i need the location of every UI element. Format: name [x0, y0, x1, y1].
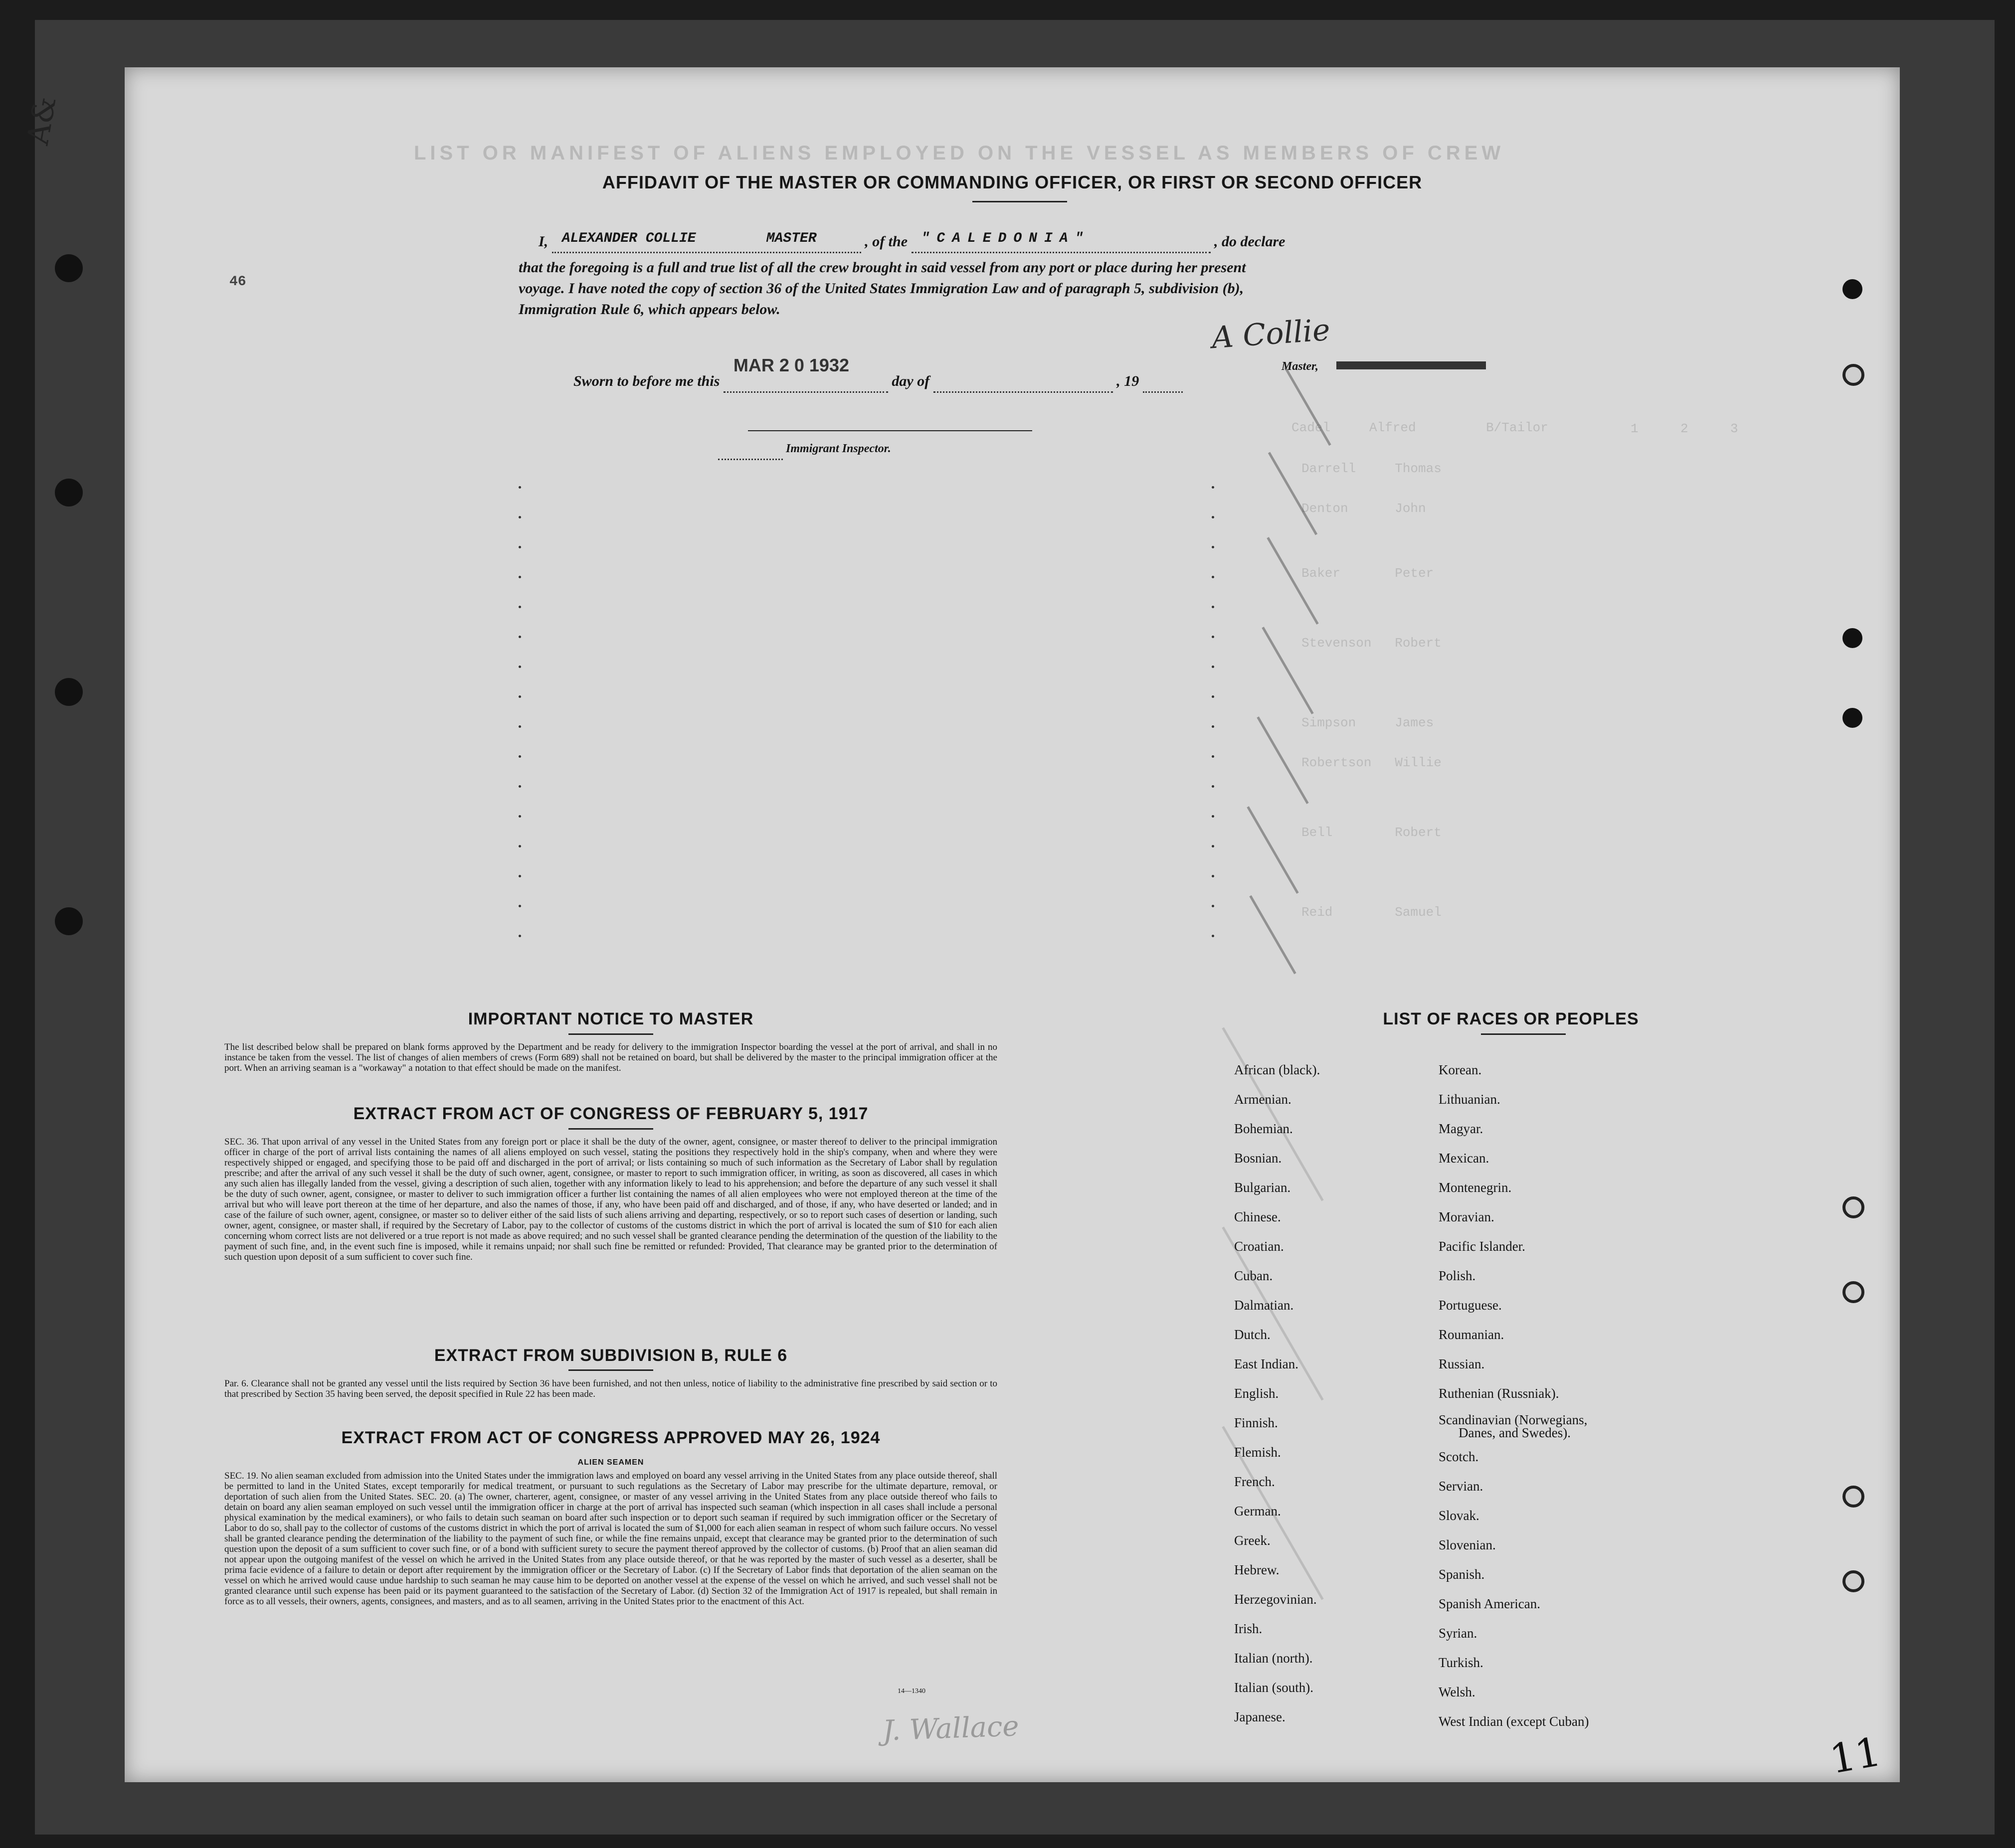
struck-out-text	[1336, 361, 1486, 369]
race-item: Roumanian.	[1439, 1327, 1504, 1342]
notice-rule	[568, 1033, 653, 1035]
inspector-field	[718, 439, 783, 460]
race-item: Moravian.	[1439, 1209, 1494, 1224]
sworn-date-stamp: MAR 2 0 1932	[733, 355, 849, 375]
race-item: East Indian.	[1234, 1356, 1298, 1371]
race-item: German.	[1234, 1504, 1281, 1518]
race-item: Bulgarian.	[1234, 1180, 1291, 1195]
bleed-through-row: Simpson James	[1301, 715, 1434, 730]
race-item: Italian (north).	[1234, 1651, 1313, 1666]
binder-hole	[1842, 364, 1864, 386]
race-item: Japanese.	[1234, 1709, 1285, 1724]
column-dot	[1212, 725, 1214, 728]
page-mark: 46	[229, 274, 246, 290]
punch-hole	[55, 678, 83, 706]
column-dot	[519, 935, 521, 937]
race-item: Herzegovinian.	[1234, 1592, 1317, 1607]
column-dot	[1212, 636, 1214, 638]
race-item: English.	[1234, 1386, 1279, 1401]
master-name-field	[552, 232, 861, 253]
column-dot	[519, 815, 521, 818]
hatch-mark	[1267, 537, 1318, 625]
bleed-through-title: LIST OR MANIFEST OF ALIENS EMPLOYED ON THE VESSEL AS MEMBERS OF CREW	[414, 142, 1505, 164]
master-label: Master,	[1282, 360, 1319, 373]
race-item: Bohemian.	[1234, 1121, 1293, 1136]
affidavit-line-1	[539, 232, 1586, 253]
race-item: Slovenian.	[1439, 1537, 1496, 1552]
race-item: Pacific Islander.	[1439, 1239, 1525, 1254]
column-dot	[519, 486, 521, 489]
race-item: Dutch.	[1234, 1327, 1271, 1342]
column-dot	[1212, 935, 1214, 937]
bleed-through-row: Stevenson Robert	[1301, 636, 1442, 651]
column-dot	[1212, 546, 1214, 548]
affidavit-title: AFFIDAVIT OF THE MASTER OR COMMANDING OFFICER, OR FIRST OR SECOND OFFICER	[602, 172, 1423, 192]
bleed-through-row: Baker Peter	[1301, 566, 1434, 581]
bleed-through-number: 1	[1631, 421, 1639, 436]
race-item: Spanish American.	[1439, 1596, 1540, 1611]
faint-signature-stamp: J. Wallace	[882, 1710, 1020, 1747]
column-dot	[1212, 486, 1214, 489]
race-item: Syrian.	[1439, 1626, 1477, 1641]
bleed-through-row: Robertson Willie	[1301, 755, 1442, 770]
form-number: 14—1340	[898, 1687, 925, 1695]
races-heading: LIST OF RACES OR PEOPLES	[1383, 1009, 1639, 1028]
extract-1917-heading: EXTRACT FROM ACT OF CONGRESS OF FEBRUARY 5, 1917	[353, 1104, 869, 1123]
column-dot	[1212, 606, 1214, 608]
race-item: Dalmatian.	[1234, 1298, 1294, 1313]
year-label: , 19	[1116, 373, 1139, 389]
corner-handwritten-mark: 11	[1826, 1728, 1885, 1783]
affidavit-line-2: that the foregoing is a full and true list of all the crew brought in said vessel from any port or place during her present	[519, 259, 1246, 276]
column-dot	[1212, 755, 1214, 758]
race-item: Croatian.	[1234, 1239, 1284, 1254]
column-dot	[519, 785, 521, 788]
title-rule	[972, 201, 1067, 202]
binder-hole	[1842, 279, 1862, 299]
races-rule	[1481, 1033, 1566, 1035]
column-dot	[519, 636, 521, 638]
hatch-mark	[1247, 806, 1298, 894]
inspector-line	[718, 439, 891, 460]
race-item: Chinese.	[1234, 1209, 1281, 1224]
race-item: Lithuanian.	[1439, 1092, 1500, 1107]
race-item: Servian.	[1439, 1479, 1483, 1494]
race-item: Scandinavian (Norwegians,	[1439, 1412, 1588, 1427]
binder-hole	[1842, 628, 1862, 648]
vessel-name: "CALEDONIA"	[921, 231, 1091, 246]
column-dot	[1212, 815, 1214, 818]
column-dot	[1212, 516, 1214, 518]
race-item: Italian (south).	[1234, 1680, 1313, 1695]
affidavit-i: I,	[539, 233, 549, 250]
master-signature: A Collie	[1210, 312, 1331, 356]
affidavit-line-4: Immigration Rule 6, which appears below.	[519, 301, 780, 318]
inspector-label: Immigrant Inspector.	[786, 442, 891, 455]
race-item: Scotch.	[1439, 1449, 1479, 1464]
column-dot	[519, 695, 521, 698]
column-dot	[519, 606, 521, 608]
race-item: Portuguese.	[1439, 1298, 1502, 1313]
race-item: Mexican.	[1439, 1151, 1489, 1166]
of-the-label: , of the	[865, 233, 908, 250]
race-item: French.	[1234, 1474, 1275, 1489]
extract-rule6-rule	[568, 1369, 653, 1371]
bleed-through-number: 2	[1680, 421, 1688, 436]
race-item: Irish.	[1234, 1621, 1263, 1636]
race-item: African (black).	[1234, 1062, 1320, 1077]
race-item: Magyar.	[1439, 1121, 1483, 1136]
column-dot	[1212, 845, 1214, 847]
race-item: West Indian (except Cuban)	[1439, 1714, 1589, 1729]
extract-rule6-body: Par. 6. Clearance shall not be granted any vessel until the lists required by Section 36 have been furnished, and not then unless, notice of liability to the administrative fine prescribed by said section or to that prescribed by Section 35 having been served, the deposit specified in Rule 22 has been made.	[224, 1378, 997, 1399]
master-rank: MASTER	[766, 231, 817, 246]
column-dot	[519, 845, 521, 847]
column-dot	[519, 875, 521, 877]
race-item: Russian.	[1439, 1356, 1485, 1371]
punch-hole	[55, 254, 83, 282]
race-item: Polish.	[1439, 1268, 1476, 1283]
month-field	[933, 371, 1113, 393]
column-dot	[519, 546, 521, 548]
do-declare-label: , do declare	[1214, 233, 1285, 250]
extract-1924-body: SEC. 19. No alien seaman excluded from admission into the United States under the immigration laws and employed on board any vessel arriving in the United States from any place outside thereof, shall be permitted to land in the United States, except temporarily for medical treatment, or pursuant to such regulations as the Secretary of Labor may prescribe for the ultimate departure, removal, or deportation of such alien from the United States. SEC. 20. (a) The owner, charterer, agent, consignee, or master of any vessel arriving in the United States from any place outside thereof who fails to detain on board any alien seaman employed on such vessel until the immigration officer in charge at the port of arrival has inspected such seaman (which inspection in all cases shall include a personal physical examination by the medical examiners), or who fails to detain such seaman on board after such inspection or to deport such seaman if required by such immigration officer or the Secretary of Labor to do so, shall pay to the collector of customs of the customs district in which the port of arrival is located the sum of $1,000 for each alien seaman in respect of whom such failure occurs. No vessel shall be granted clearance pending the determination of the liability to the payment of such fine, or while the fine remains unpaid, except that clearance may be granted prior to the determination of such question upon the deposit of a sum sufficient to cover such fine, or of a bond with sufficient surety to secure the payment thereof approved by the collector of customs. (b) Proof that an alien seaman did not appear upon the outgoing manifest of the vessel on which he arrived in the United States from any place outside thereof, or that he was reported by the master of such vessel as a deserter, shall be prima facie evidence of a failure to detain or deport after requirement by the immigration officer or the Secretary of Labor. (c) If the Secretary of Labor finds that deportation of the alien seaman on the vessel on which he arrived would cause undue hardship to such seaman he may cause him to be deported on another vessel at the expense of the vessel on which he arrived, and such vessel shall not be granted clearance until such expense has been paid or its payment guaranteed to the satisfaction of the Secretary of Labor. (d) Section 32 of the Immigration Act of 1917 is repealed, but shall remain in force as to all vessels, their owners, agents, consignees, and masters, and as to all seamen, arriving in the United States prior to the enactment of this Act.	[224, 1471, 997, 1607]
notice-body: The list described below shall be prepared on blank forms approved by the Department and be ready for delivery to the immigration Inspector boarding the vessel at the port of arrival, and shall in no instance be taken from the vessel. The list of changes of alien members of crews (Form 689) shall not be retained on board, but shall be delivered by the master to the principal immigration officer at the port. When an arriving seaman is a "workaway" a notation to that effect should be made on the manifest.	[224, 1042, 997, 1073]
race-item: Slovak.	[1439, 1508, 1479, 1523]
race-item: Spanish.	[1439, 1567, 1485, 1582]
extract-1917-rule	[568, 1128, 653, 1130]
column-dot	[519, 576, 521, 578]
notice-heading: IMPORTANT NOTICE TO MASTER	[468, 1009, 754, 1028]
extract-1924-subheading: ALIEN SEAMEN	[577, 1458, 644, 1467]
race-item: Finnish.	[1234, 1415, 1278, 1430]
races-left-list	[1234, 1055, 1444, 1732]
extract-1924-heading: EXTRACT FROM ACT OF CONGRESS APPROVED MAY 26, 1924	[341, 1428, 881, 1447]
bleed-through-row: Bell Robert	[1301, 825, 1442, 840]
column-dot	[1212, 695, 1214, 698]
race-item: Greek.	[1234, 1533, 1271, 1548]
sworn-label: Sworn to before me this	[573, 373, 720, 389]
column-dot	[519, 666, 521, 668]
bleed-through-row: Darrell Thomas	[1301, 461, 1442, 476]
binder-hole	[1842, 1486, 1864, 1508]
race-item: Welsh.	[1439, 1684, 1475, 1699]
column-dot	[519, 516, 521, 518]
binder-hole	[1842, 1281, 1864, 1303]
year-field	[1143, 371, 1183, 393]
column-dot	[519, 755, 521, 758]
race-item: Ruthenian (Russniak).	[1439, 1386, 1559, 1401]
extract-rule6-heading: EXTRACT FROM SUBDIVISION B, RULE 6	[434, 1346, 788, 1365]
bleed-through-number: 3	[1730, 421, 1738, 436]
race-item: Hebrew.	[1234, 1562, 1280, 1577]
column-dot	[1212, 905, 1214, 907]
punch-hole	[55, 907, 83, 935]
column-dot	[1212, 875, 1214, 877]
binder-hole	[1842, 1570, 1864, 1592]
handwritten-margin-note: A&	[20, 94, 63, 148]
races-right-list	[1439, 1055, 1718, 1736]
column-dot	[1212, 666, 1214, 668]
master-name: ALEXANDER COLLIE	[561, 231, 696, 246]
extract-1917-body: SEC. 36. That upon arrival of any vessel in the United States from any foreign port or place it shall be the duty of the owner, agent, consignee, or master thereof to deliver to the principal immigration officer in charge of the port of arrival lists containing the names of all aliens employed on such vessel, stating the positions they respectively hold in the ship's company, when and where they were respectively shipped or engaged, and specifying those to be paid off and discharged in the port of arrival; or lists containing so much of such information as the Secretary of Labor shall by regulation prescribe; and after the arrival of any such vessel it shall be the duty of such owner, agent, consignee, or master to report to such immigration officer, in writing, as soon as discovered, all cases in which any such alien has illegally landed from the vessel, giving a description of such alien, together with any information likely to lead to his apprehension; and before the departure of any such vessel it shall be the duty of such owner, agent, consignee, or master to deliver to such immigration officer a further list containing the names of all alien employees who were not employed thereon at the time of the arrival but who will leave port thereon at the time of her departure, and also the names of those, if any, who have been paid off and discharged, and of those, if any, who have deserted or landed; and in case of the failure of such owner, agent, consignee, or master so to deliver either of the said lists of such aliens arriving and departing, respectively, or so to report such cases of desertion or landing, such owner, agent, consignee, or master shall, if required by the Secretary of Labor, pay to the collector of customs of the customs district in which the port of arrival is located the sum of $10 for each alien concerning whom correct lists are not delivered or a true report is not made as above required; and no such vessel shall be granted clearance pending the determination of the question of the liability to the payment of such fine, and, in the event such fine is imposed, while it remains unpaid; nor shall such fine be remitted or refunded: Provided, That clearance may be granted prior to the determination of such question upon deposit of a sum sufficient to cover such fine.	[224, 1137, 997, 1262]
binder-hole	[1842, 708, 1862, 728]
column-dot	[519, 725, 521, 728]
bleed-through-row: Reid Samuel	[1301, 905, 1442, 920]
inspector-signature-line	[748, 430, 1032, 431]
binder-hole	[1842, 1196, 1864, 1218]
document-page	[125, 67, 1900, 1782]
race-item: Bosnian.	[1234, 1151, 1282, 1166]
day-of-label: day of	[892, 373, 930, 389]
bleed-through-row: Denton John	[1301, 501, 1426, 516]
column-dot	[1212, 576, 1214, 578]
punch-hole	[55, 479, 83, 506]
column-dot	[1212, 785, 1214, 788]
race-item: Danes, and Swedes).	[1459, 1425, 1571, 1440]
race-item: Montenegrin.	[1439, 1180, 1512, 1195]
affidavit-line-3: voyage. I have noted the copy of section 36 of the United States Immigration Law and of paragraph 5, subdivision (b),	[519, 280, 1244, 297]
vessel-name-field	[912, 232, 1211, 253]
race-item: Armenian.	[1234, 1092, 1291, 1107]
race-item: Turkish.	[1439, 1655, 1483, 1670]
race-item: Flemish.	[1234, 1445, 1281, 1460]
sworn-date-field	[724, 355, 888, 393]
race-item: Korean.	[1439, 1062, 1482, 1077]
hatch-mark	[1249, 895, 1296, 974]
bleed-through-row: Cadel Alfred B/Tailor	[1291, 420, 1548, 435]
race-item: Cuban.	[1234, 1268, 1273, 1283]
column-dot	[519, 905, 521, 907]
